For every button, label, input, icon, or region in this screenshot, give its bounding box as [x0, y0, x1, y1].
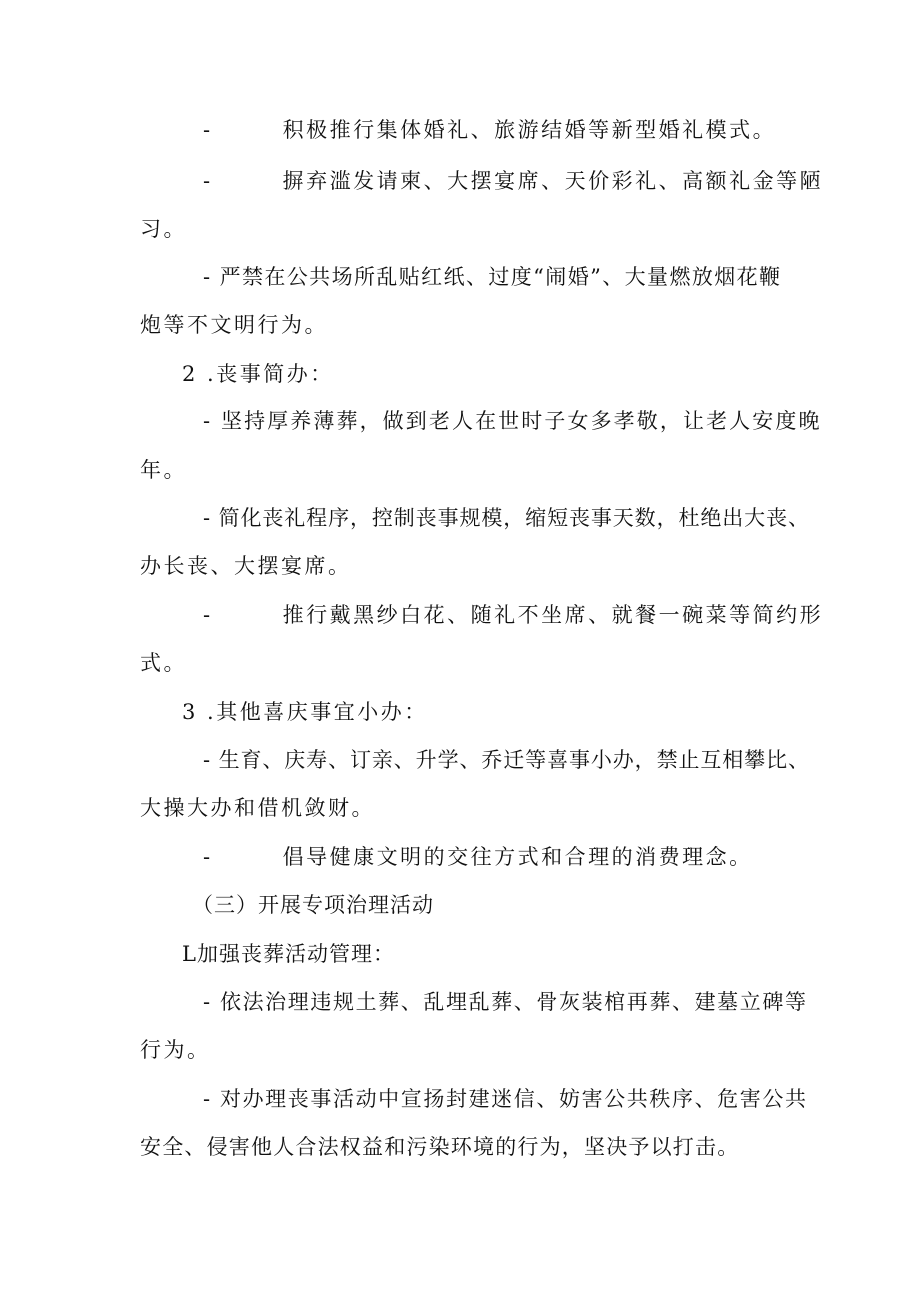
paragraph-continuation: 式。	[140, 651, 187, 675]
paragraph-continuation: 大操大办和借机敛财。	[140, 796, 375, 820]
bullet-line	[203, 603, 824, 627]
paragraph-text: - 依法治理违规土葬、乱埋乱葬、骨灰装棺再葬、建墓立碑等	[203, 990, 808, 1014]
paragraph-continuation: 办长丧、大摆宴席。	[140, 554, 352, 578]
paragraph-continuation: 行为。	[140, 1038, 211, 1062]
paragraph-text: - 严禁在公共场所乱贴红纸、过度“闹婚”、大量燃放烟花鞭	[203, 265, 782, 289]
bullet-dash: -	[203, 169, 213, 193]
paragraph-continuation: 年。	[140, 458, 187, 482]
bullet-line	[203, 118, 777, 142]
paragraph-text: - 简化丧礼程序，控制丧事规模，缩短丧事天数，杜绝出大丧、	[203, 506, 810, 530]
paragraph-text: 推行戴黑纱白花、随礼不坐席、就餐一碗菜等简约形	[282, 603, 824, 627]
paragraph-text: 摒弃滥发请柬、大摆宴席、天价彩礼、高额礼金等陋	[282, 169, 824, 193]
paragraph-continuation: 习。	[140, 217, 187, 241]
paragraph-text: - 坚持厚养薄葬，做到老人在世时子女多孝敬，让老人安度晚	[203, 409, 822, 433]
bullet-line	[203, 169, 824, 193]
bullet-dash: -	[203, 845, 213, 869]
section-heading: 3 .其他喜庆事宜小办：	[182, 700, 428, 724]
paragraph-continuation: 安全、侵害他人合法权益和污染环境的行为，坚决予以打击。	[140, 1135, 740, 1159]
bullet-dash: -	[203, 118, 213, 142]
paragraph-continuation: 炮等不文明行为。	[140, 313, 328, 337]
bullet-line	[203, 845, 763, 869]
paragraph-text: 积极推行集体婚礼、旅游结婚等新型婚礼模式。	[282, 118, 777, 142]
paragraph-text: 倡导健康文明的交往方式和合理的消费理念。	[282, 845, 753, 869]
section-heading: L加强丧葬活动管理：	[182, 942, 395, 966]
bullet-dash: -	[203, 603, 213, 627]
section-heading: （三）开展专项治理活动	[192, 893, 434, 917]
paragraph-text: - 对办理丧事活动中宣扬封建迷信、妨害公共秩序、危害公共	[203, 1087, 808, 1111]
paragraph-text: - 生育、庆寿、订亲、升学、乔迁等喜事小办，禁止互相攀比、	[203, 748, 810, 772]
section-heading: 2 .丧事简办：	[182, 362, 334, 386]
